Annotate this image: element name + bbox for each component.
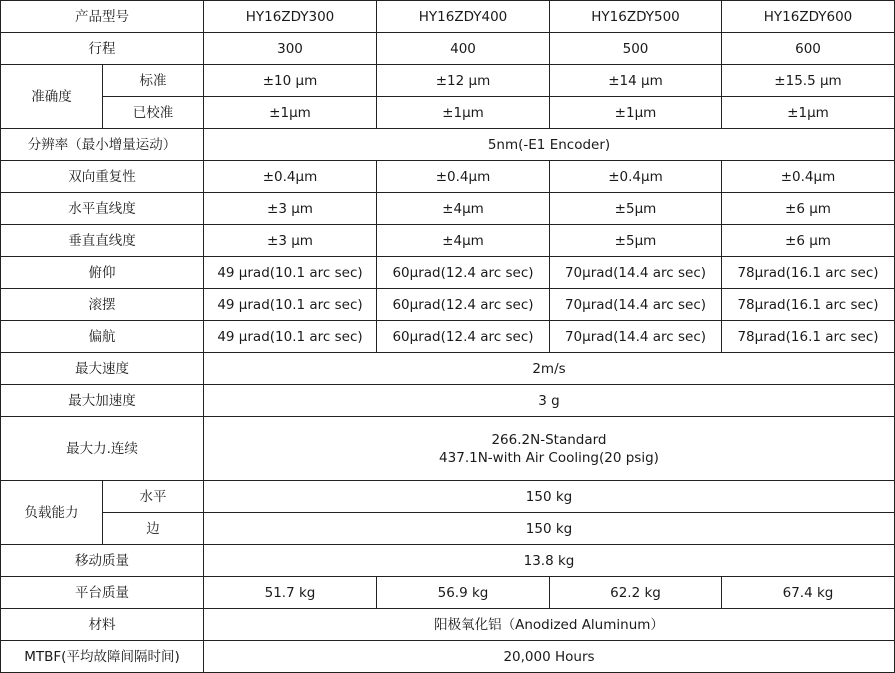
- travel-cell: 600: [722, 33, 895, 65]
- row-max-speed: [1, 353, 895, 385]
- horizontal-straightness-label: 水平直线度: [1, 193, 204, 225]
- resolution-value: 5nm(-E1 Encoder): [204, 129, 895, 161]
- accuracy-calibrated-cell: ±1μm: [722, 97, 895, 129]
- horizontal-straightness-cell: ±6 μm: [722, 193, 895, 225]
- row-model: [1, 1, 895, 33]
- max-force-air-cooling: 437.1N-with Air Cooling(20 psig): [439, 449, 659, 466]
- max-acceleration-value: 3 g: [204, 385, 895, 417]
- row-bidirectional-repeatability: [1, 161, 895, 193]
- max-speed-label: 最大速度: [1, 353, 204, 385]
- row-accuracy-calibrated: [1, 97, 895, 129]
- yaw-cell: 60μrad(12.4 arc sec): [377, 321, 550, 353]
- accuracy-standard-cell: ±14 μm: [550, 65, 722, 97]
- row-pitch: [1, 257, 895, 289]
- horizontal-straightness-cell: ±4μm: [377, 193, 550, 225]
- accuracy-calibrated-cell: ±1μm: [550, 97, 722, 129]
- accuracy-calibrated-label: 已校准: [103, 97, 204, 129]
- row-platform-mass: [1, 577, 895, 609]
- platform-mass-cell: 56.9 kg: [377, 577, 550, 609]
- load-horizontal-value: 150 kg: [204, 481, 895, 513]
- accuracy-calibrated-cell: ±1μm: [204, 97, 377, 129]
- load-side-value: 150 kg: [204, 513, 895, 545]
- row-yaw: [1, 321, 895, 353]
- row-material: [1, 609, 895, 641]
- roll-cell: 70μrad(14.4 arc sec): [550, 289, 722, 321]
- row-max-force: [1, 417, 895, 481]
- vertical-straightness-cell: ±4μm: [377, 225, 550, 257]
- row-resolution: [1, 129, 895, 161]
- repeatability-cell: ±0.4μm: [550, 161, 722, 193]
- model-label: 产品型号: [1, 1, 204, 33]
- row-horizontal-straightness: [1, 193, 895, 225]
- max-force-label: 最大力.连续: [1, 417, 204, 481]
- roll-cell: 78μrad(16.1 arc sec): [722, 289, 895, 321]
- roll-label: 滚摆: [1, 289, 204, 321]
- pitch-cell: 70μrad(14.4 arc sec): [550, 257, 722, 289]
- resolution-label: 分辨率（最小增量运动）: [1, 129, 204, 161]
- platform-mass-label: 平台质量: [1, 577, 204, 609]
- pitch-cell: 60μrad(12.4 arc sec): [377, 257, 550, 289]
- travel-cell: 500: [550, 33, 722, 65]
- yaw-cell: 49 μrad(10.1 arc sec): [204, 321, 377, 353]
- accuracy-standard-label: 标准: [103, 65, 204, 97]
- load-side-label: 边: [103, 513, 204, 545]
- load-capacity-label: 负载能力: [1, 481, 103, 545]
- row-travel: [1, 33, 895, 65]
- accuracy-calibrated-cell: ±1μm: [377, 97, 550, 129]
- platform-mass-cell: 51.7 kg: [204, 577, 377, 609]
- repeatability-cell: ±0.4μm: [377, 161, 550, 193]
- material-label: 材料: [1, 609, 204, 641]
- model-cell: HY16ZDY600: [722, 1, 895, 33]
- mtbf-value: 20,000 Hours: [204, 641, 895, 673]
- repeatability-cell: ±0.4μm: [722, 161, 895, 193]
- yaw-cell: 78μrad(16.1 arc sec): [722, 321, 895, 353]
- model-cell: HY16ZDY300: [204, 1, 377, 33]
- roll-cell: 49 μrad(10.1 arc sec): [204, 289, 377, 321]
- pitch-cell: 49 μrad(10.1 arc sec): [204, 257, 377, 289]
- platform-mass-cell: 62.2 kg: [550, 577, 722, 609]
- row-moving-mass: [1, 545, 895, 577]
- row-accuracy-standard: [1, 65, 895, 97]
- pitch-cell: 78μrad(16.1 arc sec): [722, 257, 895, 289]
- max-force-value: [204, 417, 895, 481]
- max-speed-value: 2m/s: [204, 353, 895, 385]
- mtbf-label: MTBF(平均故障间隔时间): [1, 641, 204, 673]
- accuracy-standard-cell: ±10 μm: [204, 65, 377, 97]
- yaw-cell: 70μrad(14.4 arc sec): [550, 321, 722, 353]
- repeatability-cell: ±0.4μm: [204, 161, 377, 193]
- row-roll: [1, 289, 895, 321]
- vertical-straightness-cell: ±3 μm: [204, 225, 377, 257]
- travel-label: 行程: [1, 33, 204, 65]
- horizontal-straightness-cell: ±5μm: [550, 193, 722, 225]
- row-load-side: [1, 513, 895, 545]
- yaw-label: 偏航: [1, 321, 204, 353]
- accuracy-label: 准确度: [1, 65, 103, 129]
- row-max-acceleration: [1, 385, 895, 417]
- accuracy-standard-cell: ±15.5 μm: [722, 65, 895, 97]
- pitch-label: 俯仰: [1, 257, 204, 289]
- vertical-straightness-cell: ±5μm: [550, 225, 722, 257]
- travel-cell: 300: [204, 33, 377, 65]
- row-vertical-straightness: [1, 225, 895, 257]
- repeatability-label: 双向重复性: [1, 161, 204, 193]
- max-force-standard: 266.2N-Standard: [491, 431, 607, 448]
- vertical-straightness-cell: ±6 μm: [722, 225, 895, 257]
- max-acceleration-label: 最大加速度: [1, 385, 204, 417]
- row-mtbf: [1, 641, 895, 673]
- accuracy-standard-cell: ±12 μm: [377, 65, 550, 97]
- vertical-straightness-label: 垂直直线度: [1, 225, 204, 257]
- moving-mass-value: 13.8 kg: [204, 545, 895, 577]
- platform-mass-cell: 67.4 kg: [722, 577, 895, 609]
- roll-cell: 60μrad(12.4 arc sec): [377, 289, 550, 321]
- load-horizontal-label: 水平: [103, 481, 204, 513]
- row-load-horizontal: [1, 481, 895, 513]
- model-cell: HY16ZDY500: [550, 1, 722, 33]
- model-cell: HY16ZDY400: [377, 1, 550, 33]
- travel-cell: 400: [377, 33, 550, 65]
- horizontal-straightness-cell: ±3 μm: [204, 193, 377, 225]
- material-value: 阳极氧化铝（Anodized Aluminum）: [204, 609, 895, 641]
- moving-mass-label: 移动质量: [1, 545, 204, 577]
